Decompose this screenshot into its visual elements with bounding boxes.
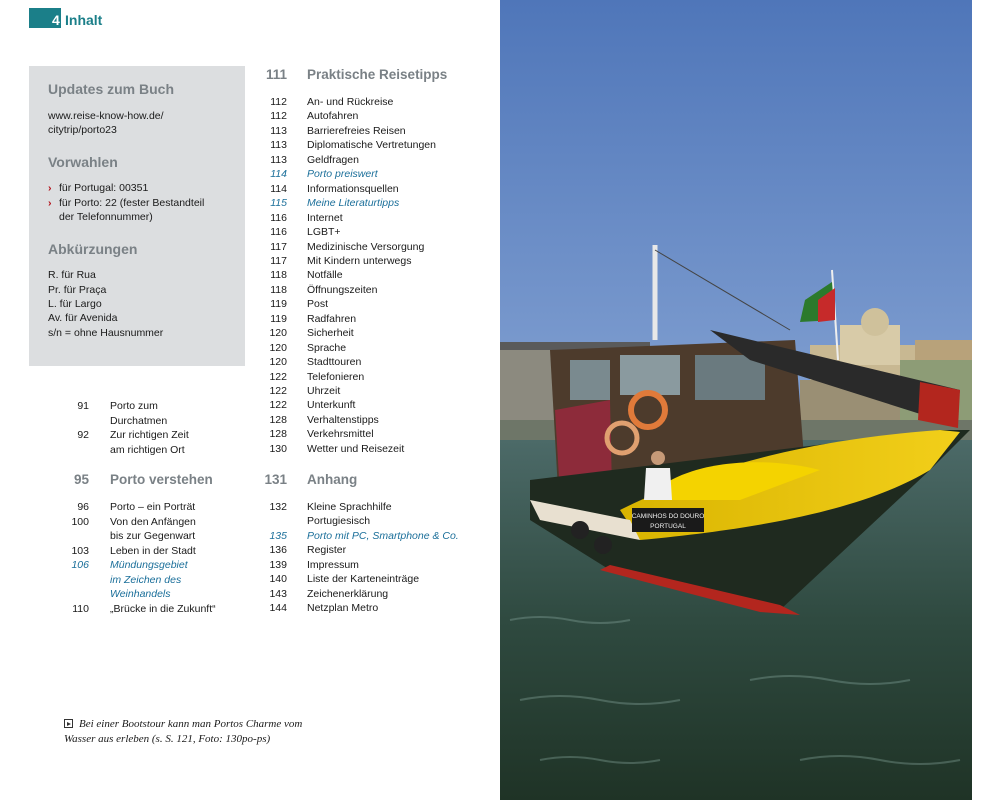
toc-entry[interactable]: Medizinische Versorgung (307, 240, 425, 253)
toc-page-number[interactable]: 103 (71, 545, 89, 557)
toc-entry[interactable]: Öffnungszeiten (307, 283, 378, 296)
abbreviation-item: s/n = ohne Hausnummer (48, 327, 164, 339)
bullet-chevron-icon: › (48, 197, 52, 209)
toc-entry[interactable]: Register (307, 544, 347, 557)
toc-entry[interactable]: Unterkunft (307, 399, 356, 412)
toc-entry[interactable]: Porto – ein Porträt (110, 501, 196, 513)
toc-entry[interactable]: Internet (307, 211, 343, 224)
toc-page-number[interactable]: 122 (269, 399, 287, 412)
toc-page-number[interactable]: 122 (269, 370, 287, 383)
toc-entry[interactable]: am richtigen Ort (110, 444, 185, 456)
toc-entry-highlight[interactable]: Porto mit PC, Smartphone & Co. (307, 529, 459, 542)
boat-photo (500, 0, 972, 800)
toc-page-number[interactable]: 96 (77, 501, 89, 513)
toc-section-number[interactable]: 111 (265, 67, 287, 82)
toc-page-number[interactable]: 135 (269, 529, 287, 542)
toc-page-number[interactable]: 118 (270, 283, 287, 296)
photo-caption: Bei einer Bootstour kann man Portos Charme vom Wasser aus erleben (s. S. 121, Foto: 130po-ps) (64, 718, 303, 745)
abbreviation-item: L. für Largo (48, 298, 102, 310)
toc-page-number[interactable]: 91 (77, 400, 89, 412)
toc-page-number[interactable]: 118 (270, 269, 287, 282)
boat-sign-text: PORTUGAL (650, 523, 686, 530)
toc-page-number[interactable]: 112 (270, 110, 287, 123)
toc-entry[interactable]: Uhrzeit (307, 385, 341, 397)
toc-entry[interactable]: Stadttouren (307, 356, 362, 369)
toc-entry-highlight[interactable]: Porto preiswert (307, 168, 378, 181)
vorwahl-item: für Portugal: 00351 (59, 182, 149, 194)
updates-url-line: citytrip/porto23 (48, 124, 117, 136)
toc-page-number[interactable]: 117 (270, 254, 287, 267)
toc-page-number[interactable]: 144 (269, 602, 287, 615)
toc-entry[interactable]: Verkehrsmittel (307, 428, 374, 441)
updates-url-line: www.reise-know-how.de/ (48, 110, 164, 122)
toc-entry[interactable]: Impressum (307, 558, 359, 571)
toc-entry[interactable]: Portugiesisch (307, 515, 371, 528)
right-page (500, 0, 1000, 800)
toc-entry[interactable]: Telefonieren (307, 370, 365, 383)
toc-entry[interactable]: LGBT+ (307, 226, 341, 239)
toc-page-number[interactable]: 136 (269, 544, 287, 557)
toc-entry[interactable]: Verhaltenstipps (307, 413, 379, 426)
toc-entry[interactable]: Post (307, 298, 329, 311)
bullet-chevron-icon: › (48, 182, 52, 194)
toc-page-number[interactable]: 106 (71, 559, 89, 571)
vorwahl-item: für Porto: 22 (fester Bestandteil (59, 197, 205, 209)
toc-page-number[interactable]: 117 (270, 240, 287, 253)
toc-entry[interactable]: An- und Rückreise (307, 96, 394, 108)
toc-page-number[interactable]: 130 (269, 442, 287, 455)
toc-entry[interactable]: Informationsquellen (307, 182, 399, 195)
toc-entry-highlight[interactable]: Meine Literaturtipps (307, 197, 400, 210)
abbreviation-item: R. für Rua (48, 269, 96, 281)
toc-entry[interactable]: Barrierefreies Reisen (307, 124, 406, 137)
toc-page-number[interactable]: 116 (270, 211, 287, 224)
toc-entry-highlight[interactable]: Weinhandels (110, 588, 171, 600)
toc-entry[interactable]: Geldfragen (307, 153, 359, 166)
page-number: 4 (52, 12, 60, 28)
info-box (29, 66, 245, 366)
toc-entry[interactable]: Sicherheit (307, 327, 354, 340)
toc-page-number[interactable]: 110 (72, 603, 89, 615)
toc-page-number[interactable]: 112 (270, 96, 287, 108)
updates-heading: Updates zum Buch (48, 81, 175, 97)
vorwahlen-heading: Vorwahlen (48, 154, 118, 170)
toc-section-number[interactable]: 95 (73, 472, 89, 487)
toc-entry[interactable]: Zeichenerklärung (307, 587, 389, 600)
toc-entry[interactable]: Porto zum (110, 400, 158, 412)
toc-entry[interactable]: Autofahren (307, 110, 359, 123)
toc-entry[interactable]: „Brücke in die Zukunft“ (110, 603, 216, 615)
toc-page-number[interactable]: 116 (270, 226, 287, 239)
vorwahl-item-cont: der Telefonnummer) (59, 211, 153, 223)
toc-entry[interactable]: Leben in der Stadt (110, 545, 196, 557)
toc-page-number[interactable]: 113 (270, 153, 287, 166)
toc-entry[interactable]: Kleine Sprachhilfe (307, 501, 392, 513)
page-title: Inhalt (65, 12, 103, 28)
toc-entry[interactable]: bis zur Gegenwart (110, 530, 196, 542)
toc-page-number[interactable]: 140 (269, 573, 287, 586)
toc-page-number[interactable]: 119 (270, 298, 287, 311)
abbreviation-item: Pr. für Praça (48, 284, 107, 296)
toc-entry[interactable]: Sprache (307, 341, 347, 354)
abbreviation-item: Av. für Avenida (48, 312, 118, 324)
toc-entry[interactable]: Mit Kindern unterwegs (307, 254, 412, 267)
toc-page-number[interactable]: 139 (269, 558, 287, 571)
toc-entry[interactable]: Liste der Karteneinträge (307, 573, 420, 586)
toc-page-number[interactable]: 113 (270, 124, 287, 137)
toc-page-number[interactable]: 128 (269, 428, 287, 441)
toc-page-number[interactable]: 120 (269, 356, 287, 369)
toc-page-number[interactable]: 132 (269, 501, 287, 513)
toc-page-number[interactable]: 114 (270, 182, 287, 195)
toc-entry[interactable]: Notfälle (307, 269, 343, 282)
toc-entry[interactable]: Radfahren (307, 312, 357, 325)
toc-section-title[interactable]: Porto verstehen (110, 472, 213, 487)
toc-entry[interactable]: Netzplan Metro (307, 602, 379, 615)
boat-sign-text: CAMINHOS DO DOURO (631, 513, 705, 520)
toc-page-number[interactable]: 119 (270, 312, 287, 325)
toc-entry[interactable]: Diplomatische Vertretungen (307, 139, 436, 152)
toc-page-number[interactable]: 114 (270, 168, 287, 181)
toc-entry[interactable]: Zur richtigen Zeit (110, 429, 189, 441)
toc-entry[interactable]: Wetter und Reisezeit (307, 442, 405, 455)
toc-page-number[interactable]: 92 (77, 429, 89, 441)
toc-page-number[interactable]: 120 (269, 327, 287, 340)
toc-page-number[interactable]: 143 (269, 587, 287, 600)
toc-entry[interactable]: Durchatmen (110, 415, 168, 427)
toc-entry-highlight[interactable]: Mündungsgebiet (110, 559, 188, 571)
toc-page-number[interactable]: 128 (269, 413, 287, 426)
toc-section-title[interactable]: Praktische Reisetipps (307, 67, 448, 82)
toc-page-number[interactable]: 113 (270, 139, 287, 152)
toc-page-number[interactable]: 100 (71, 516, 89, 528)
toc-page-number[interactable]: 122 (269, 385, 287, 397)
toc-page-number[interactable]: 115 (270, 197, 287, 210)
toc-section-number[interactable]: 131 (264, 472, 287, 487)
toc-section-title[interactable]: Anhang (307, 472, 358, 487)
abkuerzungen-heading: Abkürzungen (48, 241, 138, 257)
toc-entry-highlight[interactable]: im Zeichen des (110, 574, 182, 586)
toc-entry[interactable]: Von den Anfängen (110, 516, 196, 528)
toc-page-number[interactable]: 120 (269, 341, 287, 354)
